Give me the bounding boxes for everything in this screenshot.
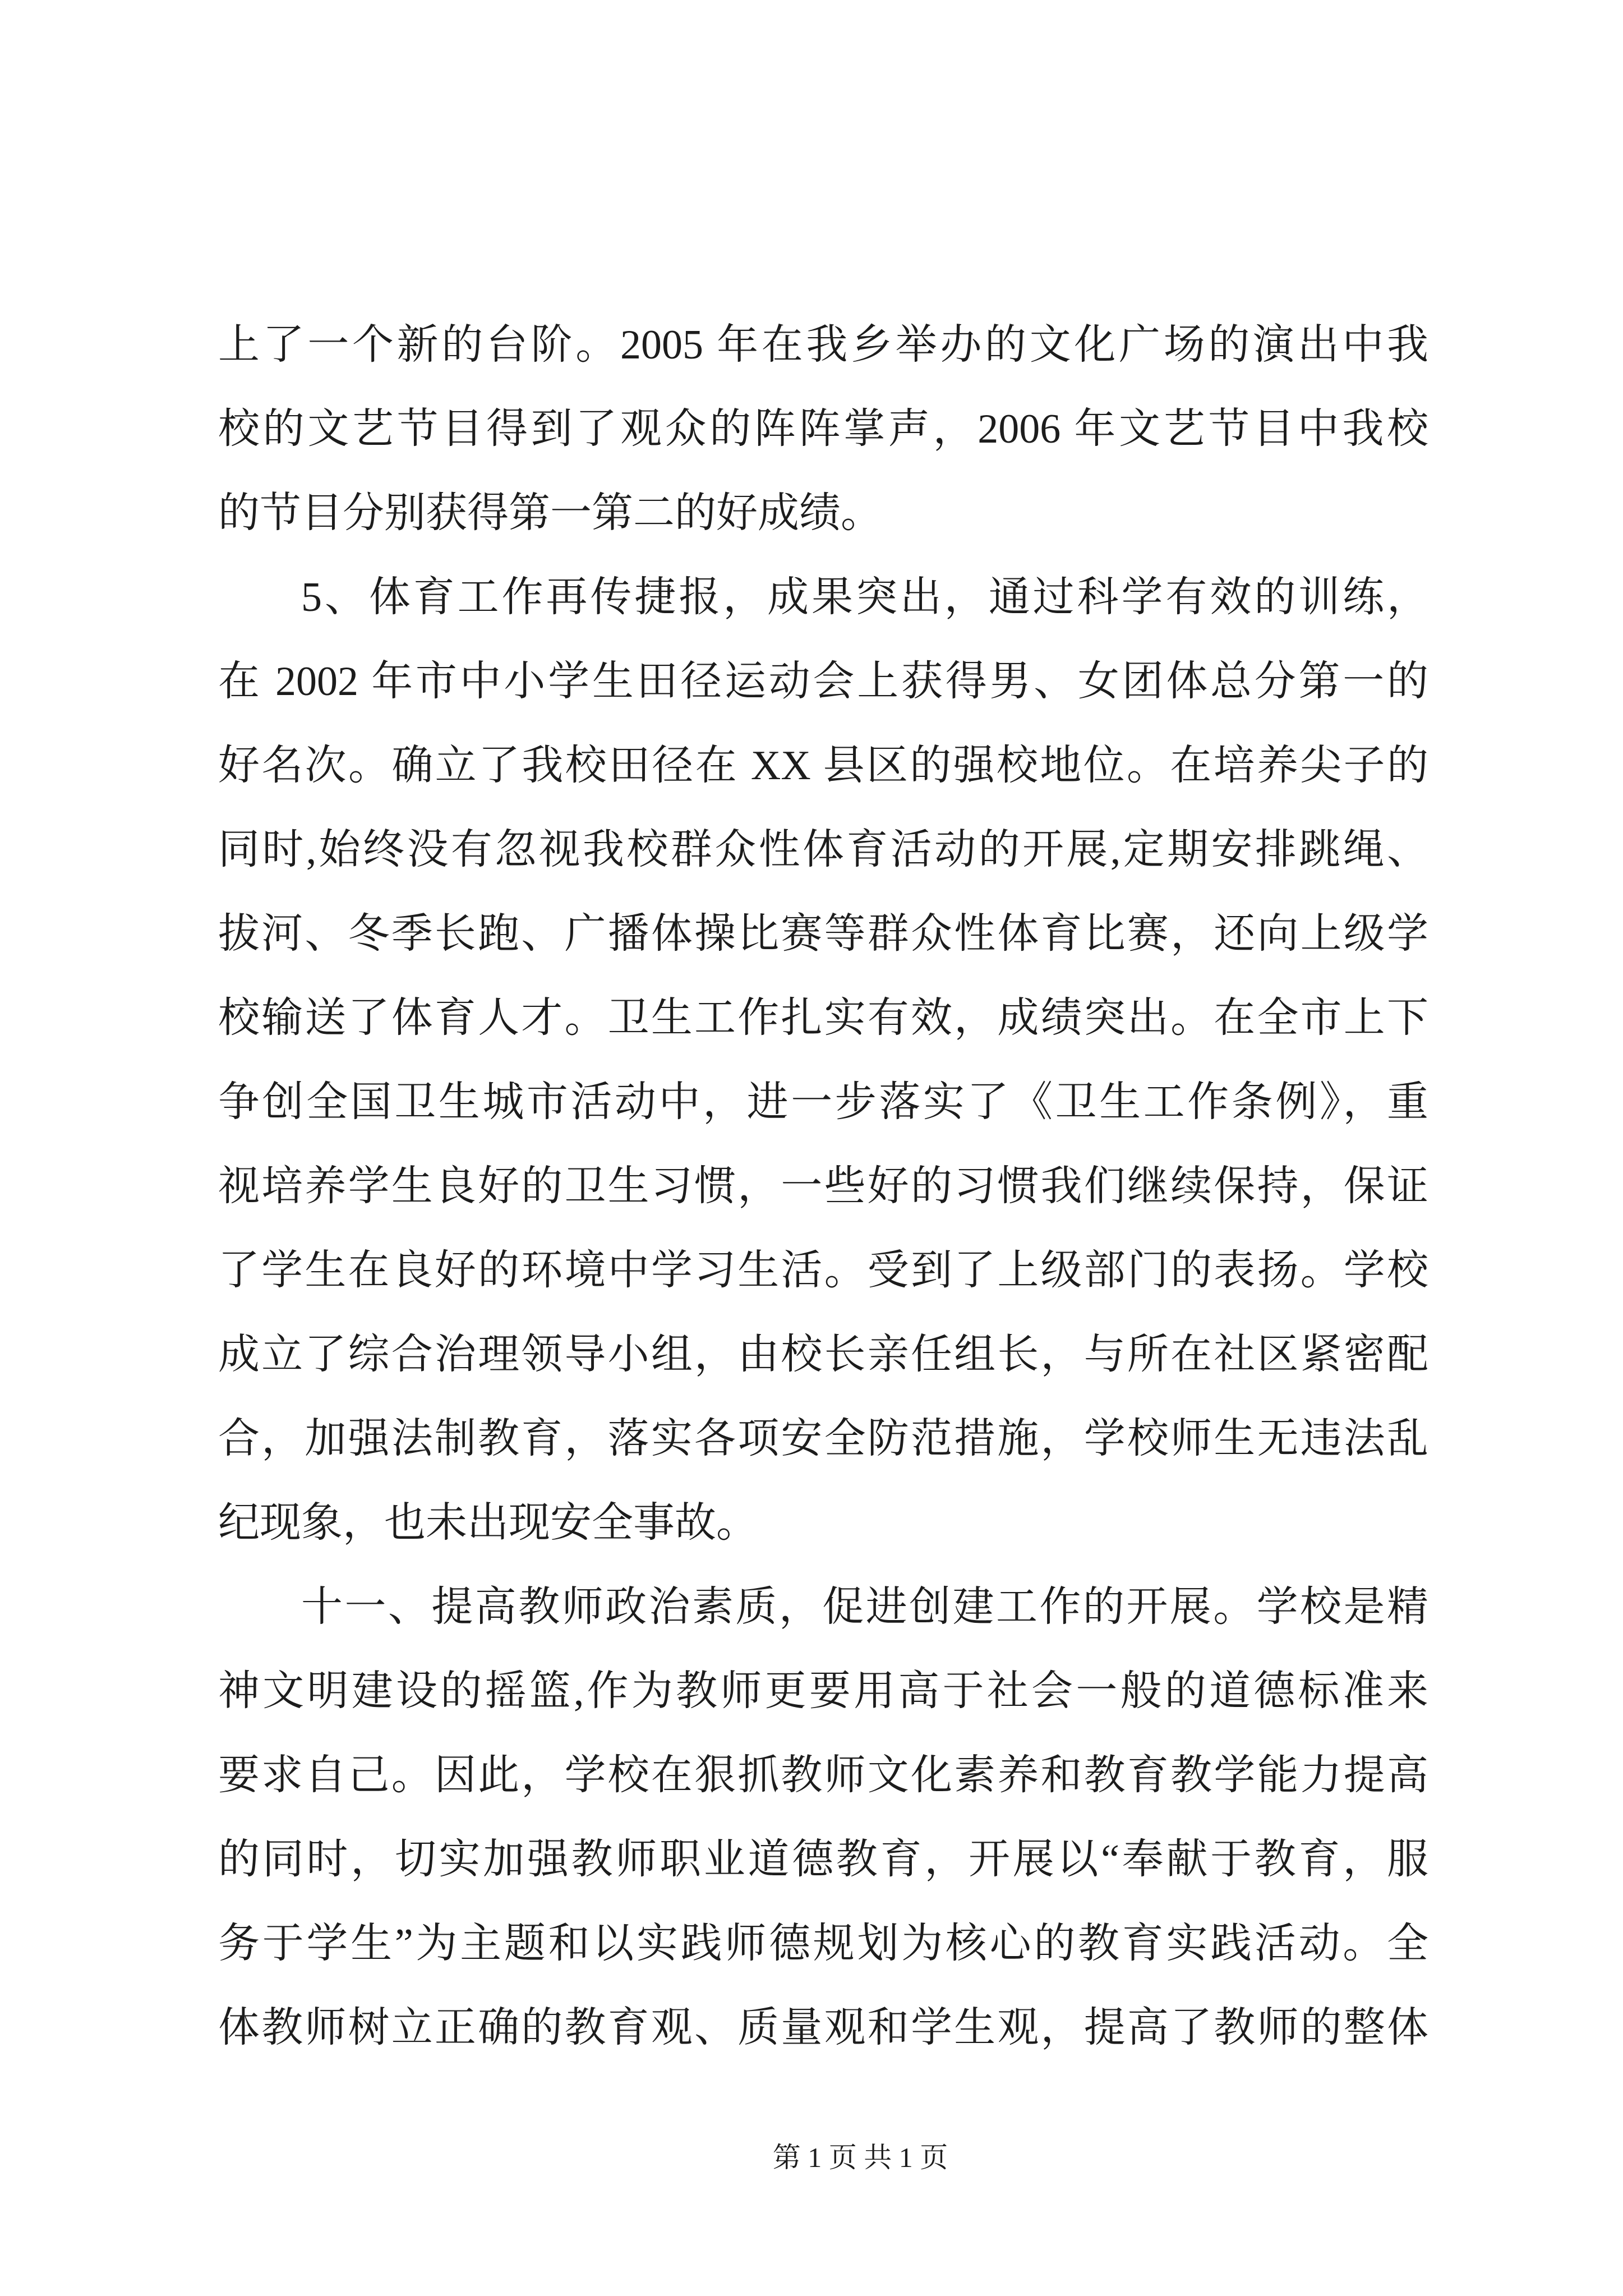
text-line: 十一、提高教师政治素质，促进创建工作的开展。学校是精 <box>301 1584 1428 1630</box>
paragraph <box>218 1565 1428 2070</box>
text-line: 体教师树立正确的教育观、质量观和学生观，提高了教师的整体 <box>218 2005 1428 2051</box>
text-line: 要求自己。因此，学校在狠抓教师文化素养和教育教学能力提高 <box>218 1752 1428 1798</box>
text-line: 在 2002 年市中小学生田径运动会上获得男、女团体总分第一的 <box>218 659 1428 705</box>
text-line: 校输送了体育人才。卫生工作扎实有效，成绩突出。在全市上下 <box>218 995 1428 1041</box>
text-line: 同时,始终没有忽视我校群众性体育活动的开展,定期安排跳绳、 <box>218 827 1428 873</box>
text-line: 5、体育工作再传捷报，成果突出，通过科学有效的训练， <box>301 574 1428 620</box>
text-line: 校的文艺节目得到了观众的阵阵掌声，2006 年文艺节目中我校 <box>218 406 1428 452</box>
text-line: 了学生在良好的环境中学习生活。受到了上级部门的表扬。学校 <box>218 1248 1428 1294</box>
paragraph <box>218 555 1428 1565</box>
text-line: 的同时，切实加强教师职业道德教育，开展以“奉献于教育，服 <box>218 1837 1428 1883</box>
text-line: 务于学生”为主题和以实践师德规划为核心的教育实践活动。全 <box>218 1921 1428 1967</box>
text-line: 上了一个新的台阶。2005 年在我乡举办的文化广场的演出中我 <box>218 322 1428 368</box>
text-line: 神文明建设的摇篮,作为教师更要用高于社会一般的道德标准来 <box>218 1668 1428 1714</box>
text-line: 拔河、冬季长跑、广播体操比赛等群众性体育比赛，还向上级学 <box>218 911 1428 957</box>
text-line: 好名次。确立了我校田径在 XX 县区的强校地位。在培养尖子的 <box>218 743 1428 789</box>
text-line: 的节目分别获得第一第二的好成绩。 <box>218 490 882 536</box>
body-text <box>218 303 1428 2070</box>
text-line: 视培养学生良好的卫生习惯，一些好的习惯我们继续保持，保证 <box>218 1163 1428 1209</box>
text-line: 纪现象，也未出现安全事故。 <box>218 1500 758 1546</box>
text-line: 合，加强法制教育，落实各项安全防范措施，学校师生无违法乱 <box>218 1416 1428 1462</box>
text-line: 成立了综合治理领导小组，由校长亲任组长，与所在社区紧密配 <box>218 1332 1428 1378</box>
text-line: 争创全国卫生城市活动中，进一步落实了《卫生工作条例》，重 <box>218 1079 1428 1125</box>
page-number-footer: 第 1 页 共 1 页 <box>772 2142 948 2173</box>
paragraph <box>218 303 1428 555</box>
